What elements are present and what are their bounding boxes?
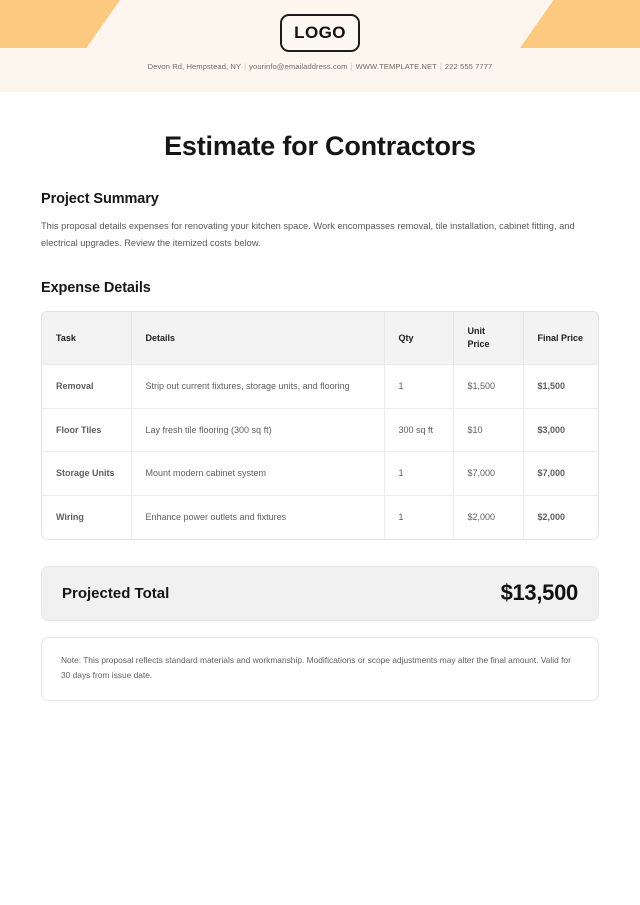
cell-unit-price: $2,000 [453,495,523,538]
project-summary-heading: Project Summary [41,191,159,207]
document-body [0,131,640,701]
cell-qty: 1 [384,495,453,538]
table-row [42,452,598,496]
table-header-row [42,312,598,365]
projected-total-box [41,566,599,621]
contact-separator-2: | [350,62,353,71]
header-accent-shape-left [0,0,120,48]
cell-final-price: $3,000 [523,408,598,452]
column-header-task: Task [42,312,131,365]
expense-details-heading: Expense Details [41,280,151,297]
contact-separator-1: | [244,62,247,71]
cell-qty: 300 sq ft [384,408,453,452]
expense-table-header [42,312,598,365]
cell-final-price: $1,500 [523,365,598,409]
contact-email: yourinfo@emailaddress.com [249,62,348,71]
projected-total-value: $13,500 [500,580,578,605]
column-header-unit-price: Unit Price [453,312,523,365]
cell-final-price: $7,000 [523,452,598,496]
header-accent-shape-right [520,0,640,48]
cell-qty: 1 [384,452,453,496]
table-row [42,495,598,538]
cell-details: Strip out current fixtures, storage units, and flooring [131,365,384,409]
cell-task: Floor Tiles [42,408,131,452]
contact-info-line [0,62,640,71]
column-header-qty: Qty [384,312,453,365]
cell-task: Wiring [42,495,131,538]
cell-qty: 1 [384,365,453,409]
table-row [42,365,598,409]
logo-placeholder [280,14,360,52]
note-text: Note: This proposal reflects standard materials and workmanship. Modifications or scope adjustments may alter the final amount. Valid for 30 days from issue date. [61,654,571,681]
note-box [41,637,599,701]
cell-unit-price: $1,500 [453,365,523,409]
cell-task: Storage Units [42,452,131,496]
cell-details: Mount modern cabinet system [131,452,384,496]
expense-table-body [42,365,598,539]
cell-task: Removal [42,365,131,409]
expense-table [42,312,598,538]
project-summary-text: This proposal details expenses for renovating your kitchen space. Work encompasses removal, tile installation, cabinet fitting, and electrical upgrades. Review the itemized costs below. [41,221,575,248]
document-header [0,0,640,92]
cell-details: Enhance power outlets and fixtures [131,495,384,538]
projected-total-label: Projected Total [62,584,170,602]
contact-address: Devon Rd, Hempstead, NY [147,62,242,71]
contact-website: WWW.TEMPLATE.NET [355,62,437,71]
column-header-details: Details [131,312,384,365]
cell-unit-price: $7,000 [453,452,523,496]
cell-details: Lay fresh tile flooring (300 sq ft) [131,408,384,452]
column-header-final-price: Final Price [523,312,598,365]
table-row [42,408,598,452]
cell-unit-price: $10 [453,408,523,452]
contact-phone: 222 555 7777 [444,62,493,71]
contact-separator-3: | [439,62,442,71]
logo-text: LOGO [294,23,346,42]
expense-table-container [41,311,599,539]
page-title: Estimate for Contractors [164,131,476,161]
cell-final-price: $2,000 [523,495,598,538]
